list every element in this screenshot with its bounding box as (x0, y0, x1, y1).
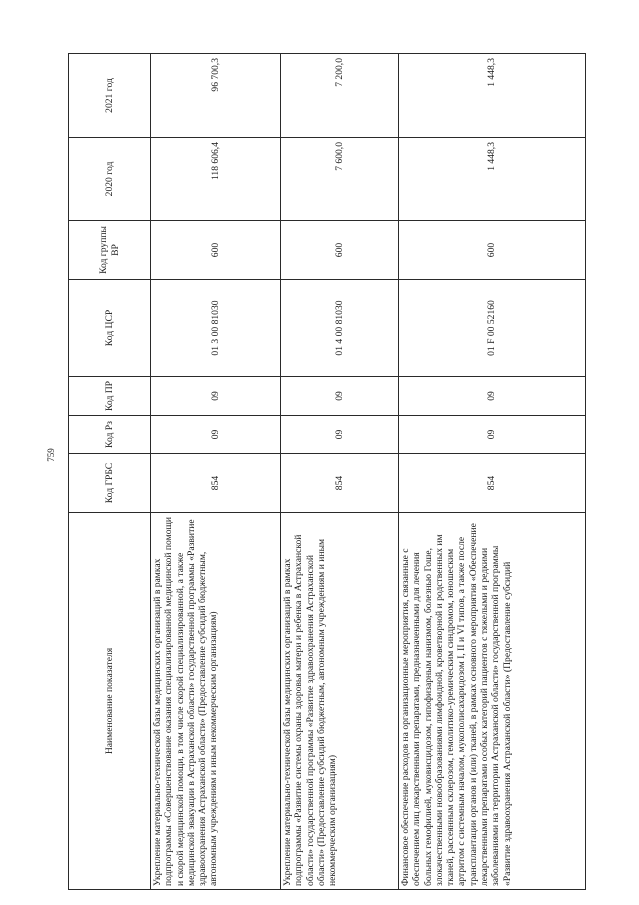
header-name: Наименование показателя (69, 513, 151, 890)
cell-2020: 7 600,0 (281, 138, 399, 221)
table-row (281, 54, 399, 890)
cell-pr: 09 (399, 377, 586, 416)
cell-pr: 09 (151, 377, 281, 416)
cell-grbs: 854 (281, 454, 399, 513)
budget-table (68, 53, 586, 890)
cell-csr: 01 4 00 81030 (281, 280, 399, 377)
cell-rz: 09 (151, 416, 281, 454)
header-rz: Код Рз (69, 416, 151, 454)
cell-vr: 600 (151, 221, 281, 280)
cell-grbs: 854 (399, 454, 586, 513)
cell-2020: 118 606,4 (151, 138, 281, 221)
table-header-row (69, 54, 151, 890)
header-2021: 2021 год (69, 54, 151, 138)
header-csr: Код ЦСР (69, 280, 151, 377)
header-2020: 2020 год (69, 138, 151, 221)
cell-grbs: 854 (151, 454, 281, 513)
cell-2021: 1 448,3 (399, 54, 586, 138)
cell-name: Укрепление материально-технической базы медицинских организаций в рамках подпрограммы «Развитие системы охраны здоровья матери и ребенка в Астраханской области» государственной программы «Развитие здравоохранения Астраханской области» (Предоставление субсидий бюджетным, автономным учреждениям и иным некоммерческим организациям) (281, 513, 399, 890)
cell-name: Укрепление материально-технической базы медицинских организаций в рамках подпрограммы «Совершенствование оказания специализированной медицинской помощи и скорой медицинской помощи, в том числе скорой специализированной, а также медицинской эвакуации в Астраханской области» государственной программы «Развитие здравоохранения Астраханской области» (Предоставление субсидий бюджетным, автономным учреждениям и иным некоммерческим организациям) (151, 513, 281, 890)
table-row (399, 54, 586, 890)
header-vr: Код группы ВР (69, 221, 151, 280)
cell-vr: 600 (281, 221, 399, 280)
cell-2021: 96 700,3 (151, 54, 281, 138)
cell-rz: 09 (399, 416, 586, 454)
header-grbs: Код ГРБС (69, 454, 151, 513)
cell-pr: 09 (281, 377, 399, 416)
header-pr: Код ПР (69, 377, 151, 416)
table-row (151, 54, 281, 890)
cell-2021: 7 200,0 (281, 54, 399, 138)
cell-vr: 600 (399, 221, 586, 280)
page-number: 759 (46, 448, 56, 462)
cell-csr: 01 F 00 52160 (399, 280, 586, 377)
rotated-table-container (68, 54, 575, 890)
cell-2020: 1 448,3 (399, 138, 586, 221)
cell-csr: 01 3 00 81030 (151, 280, 281, 377)
cell-name: Финансовое обеспечение расходов на организационные мероприятия, связанные с обеспечением лиц лекарственными препаратами, предназначенными для лечения больных гемофилией, муковисцидозом, гипофизарным нанизмом, болезнью Гоше, злокачественными новообразованиями лимфоидной, кроветворной и родственных им тканей, рассеянным склерозом, гемолитико-уремическим синдромом, юношеским артритом с системным началом, мукополисахаридозом I, II и VI типов, а также после трансплантации органов и (или) тканей, в рамках основного мероприятия «Обеспечение лекарственными препаратами особых категорий пациентов с тяжелыми и редкими заболеваниями на территории Астраханской области» государственной программы «Развитие здравоохранения Астраханской области» (Предоставление субсидий (399, 513, 586, 890)
cell-rz: 09 (281, 416, 399, 454)
